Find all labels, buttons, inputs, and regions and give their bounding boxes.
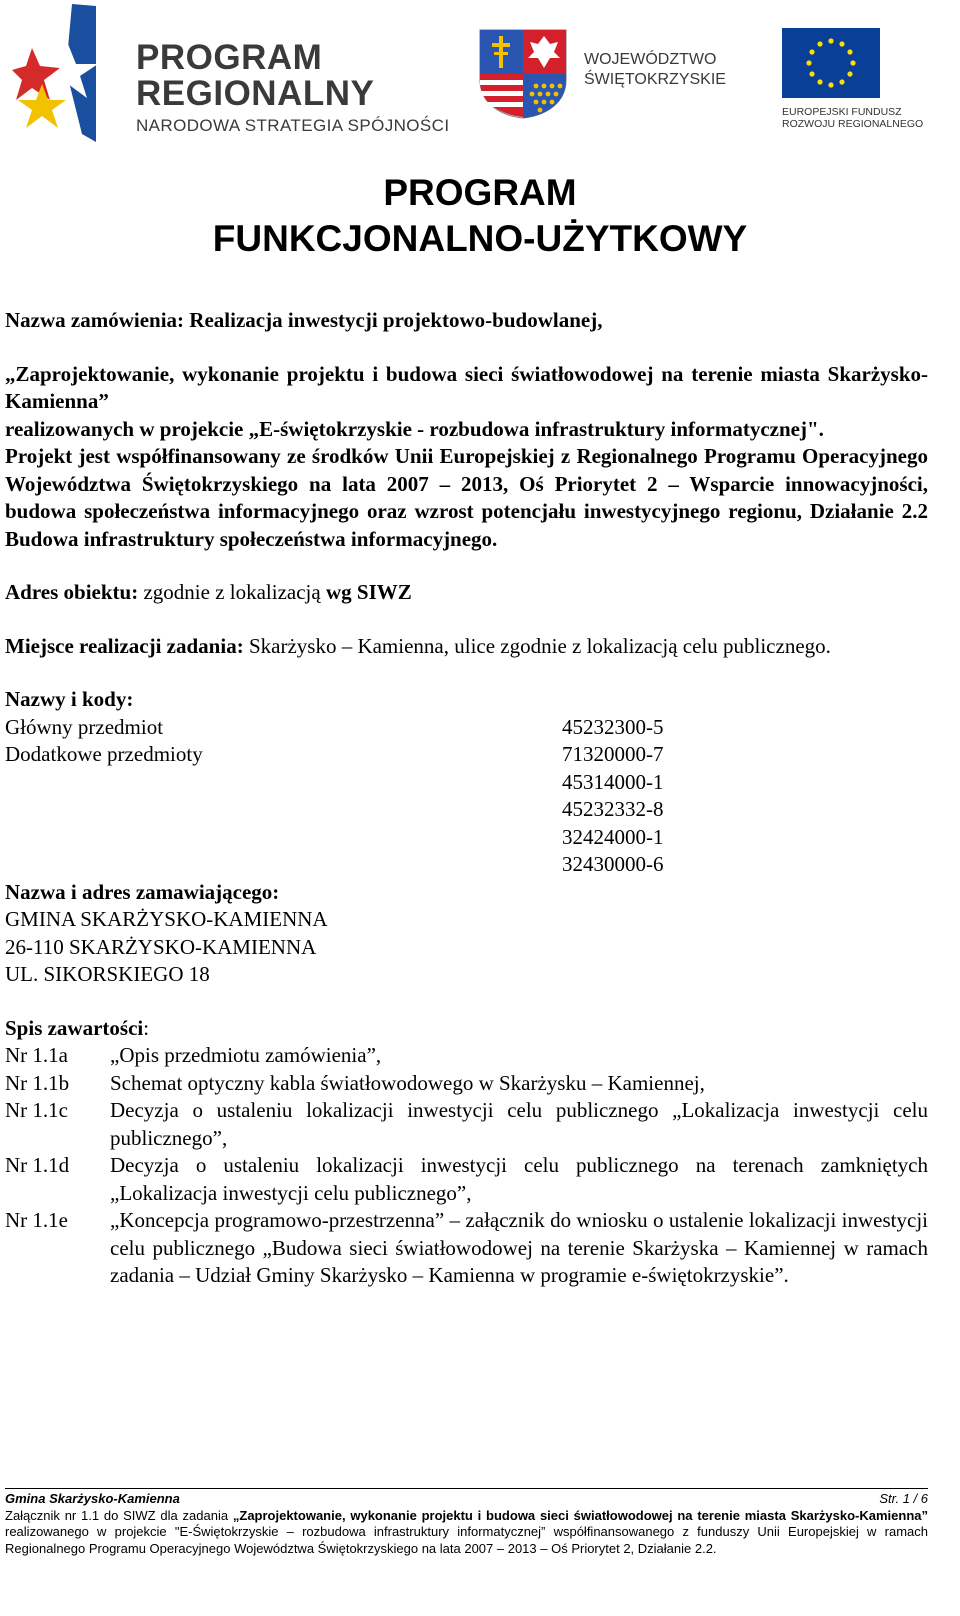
toc-item-nr: Nr 1.1c bbox=[5, 1098, 68, 1122]
toc-heading-colon: : bbox=[143, 1015, 150, 1040]
toc-item-nr: Nr 1.1e bbox=[5, 1208, 68, 1232]
program-regionalny-line2: REGIONALNY bbox=[136, 74, 375, 113]
toc-item-nr: Nr 1.1d bbox=[5, 1153, 70, 1177]
codes-main-label: Główny przedmiot bbox=[5, 714, 164, 739]
toc-item-text: „Opis przedmiotu zamówienia”, bbox=[110, 1043, 382, 1067]
toc-item-text: „Koncepcja programowo-przestrzenna” – załącznik do wniosku o ustalenie lokalizacji inwestycji celu publicznego „Budowa sieci światłowodowej na terenie Skarżyska – Kamiennej w ramach zadania – Udział Gminy Skarżysko – Kamienna w programie e-świętokrzyskie”. bbox=[110, 1208, 928, 1287]
eu-fund-line1: EUROPEJSKI FUNDUSZ bbox=[782, 106, 902, 118]
toc-item bbox=[5, 1152, 928, 1207]
object-address-suffix: wg SIWZ bbox=[325, 580, 412, 604]
codes-extra-row bbox=[5, 741, 928, 769]
codes-extra-code: 45232332-8 bbox=[562, 797, 664, 821]
page-number: Str. 1 / 6 bbox=[879, 1491, 928, 1506]
footer-top-row bbox=[5, 1491, 928, 1508]
footer-divider bbox=[5, 1488, 928, 1489]
object-address bbox=[5, 579, 928, 607]
codes-extra-code: 32424000-1 bbox=[562, 824, 664, 849]
document-body bbox=[5, 307, 928, 1290]
codes-heading: Nazwy i kody: bbox=[5, 687, 134, 711]
program-regionalny-line3: NARODOWA STRATEGIA SPÓJNOŚCI bbox=[136, 116, 450, 135]
toc-item-text: Decyzja o ustaleniu lokalizacji inwestycji celu publicznego „Lokalizacja inwestycji celu publicznego”, bbox=[110, 1098, 928, 1150]
toc-item-text: Decyzja o ustaleniu lokalizacji inwestycji celu publicznego na terenach zamkniętych „Lokalizacja inwestycji celu publicznego”, bbox=[110, 1153, 928, 1205]
footer-rest: realizowanego w projekcie "E-Świętokrzyskie – rozbudowa infrastruktury informatycznej” współfinansowanego z funduszy Unii Europejskiej w ramach Regionalnego Programu Operacyjnego Województwa Świętokrzyskiego na lata 2007 – 2013 – Oś Priorytet 2, Działanie 2.2. bbox=[5, 1524, 928, 1556]
codes-extra-list bbox=[562, 769, 928, 879]
toc-item bbox=[5, 1097, 928, 1152]
toc-item-nr: Nr 1.1a bbox=[5, 1043, 68, 1067]
document-title-line2: FUNKCJONALNO-UŻYTKOWY bbox=[212, 218, 748, 259]
client-line3: UL. SIKORSKIEGO 18 bbox=[5, 962, 210, 986]
client-line2: 26-110 SKARŻYSKO-KAMIENNA bbox=[5, 934, 317, 959]
toc-item-text: Schemat optyczny kabla światłowodowego w Skarżysku – Kamiennej, bbox=[110, 1070, 705, 1095]
wojewodztwo-line2: ŚWIĘTOKRZYSKIE bbox=[584, 71, 726, 88]
program-regionalny-logo bbox=[12, 4, 452, 144]
toc-item bbox=[5, 1207, 928, 1290]
program-regionalny-wordmark bbox=[136, 40, 449, 138]
header-logos bbox=[0, 0, 960, 150]
page-footer bbox=[5, 1488, 928, 1557]
codes-main-code: 45232300-5 bbox=[562, 714, 664, 739]
document-title bbox=[0, 170, 960, 262]
object-address-value: zgodnie z lokalizacją bbox=[143, 580, 321, 604]
order-funding: Projekt jest współfinansowany ze środków Unii Europejskiej z Regionalnego Programu Operacyjnego Województwa Świętokrzyskiego na lata 2007 – 2013, Oś Priorytet 2 – Wsparcie innowacyjności, budowa społeczeństwa informacyjnego oraz wzrost potencjału inwestycyjnego regionu, Działanie 2.2 Budowa infrastruktury społeczeństwa informacyjnego. bbox=[5, 444, 928, 551]
eu-fund-logo bbox=[782, 28, 942, 132]
codes-extra-label: Dodatkowe przedmioty bbox=[5, 742, 203, 766]
order-quote: „Zaprojektowanie, wykonanie projektu i budowa sieci światłowodowej na terenie miasta Skarżysko-Kamienna” bbox=[5, 361, 928, 413]
toc-item bbox=[5, 1070, 928, 1098]
codes-extra-code: 71320000-7 bbox=[562, 742, 664, 766]
footer-bold-title: „Zaprojektowanie, wykonanie projektu i budowa sieci światłowodowej na terenie miasta Skarżysko-Kamienna” bbox=[232, 1507, 928, 1523]
footer-prefix: Załącznik nr 1.1 do SIWZ dla zadania bbox=[5, 1507, 229, 1523]
task-place-value: Skarżysko – Kamienna, ulice zgodnie z lokalizacją celu publicznego. bbox=[248, 633, 831, 658]
wojewodztwo-wordmark bbox=[584, 50, 726, 90]
object-address-label: Adres obiektu: bbox=[5, 580, 139, 604]
toc-item-nr: Nr 1.1b bbox=[5, 1070, 70, 1095]
program-regionalny-line1: PROGRAM bbox=[136, 38, 323, 77]
codes-main-row bbox=[5, 714, 928, 742]
eu-fund-line2: ROZWOJU REGIONALNEGO bbox=[782, 118, 924, 130]
toc-heading-text: Spis zawartości bbox=[5, 1015, 144, 1040]
task-place-label: Miejsce realizacji zadania: bbox=[5, 633, 244, 658]
eu-flag-icon bbox=[782, 28, 880, 98]
codes-extra-code: 45314000-1 bbox=[562, 769, 664, 794]
footer-description bbox=[5, 1508, 928, 1558]
coat-of-arms-icon bbox=[478, 28, 568, 120]
toc-item bbox=[5, 1042, 928, 1070]
order-name: Nazwa zamówienia: Realizacja inwestycji projektowo-budowlanej, bbox=[5, 308, 603, 332]
wojewodztwo-line1: WOJEWÓDZTWO bbox=[584, 51, 717, 68]
task-place bbox=[5, 633, 928, 661]
wojewodztwo-logo bbox=[478, 28, 738, 120]
client-heading: Nazwa i adres zamawiającego: bbox=[5, 879, 280, 904]
order-project: realizowanych w projekcie „E-świętokrzyskie - rozbudowa infrastruktury informatycznej". bbox=[5, 416, 824, 441]
toc-heading bbox=[5, 1015, 928, 1043]
eu-fund-wordmark bbox=[782, 106, 942, 130]
program-regionalny-star-icon bbox=[12, 4, 122, 144]
client-line1: GMINA SKARŻYSKO-KAMIENNA bbox=[5, 907, 328, 931]
codes-extra-code: 32430000-6 bbox=[562, 852, 664, 876]
document-title-line1: PROGRAM bbox=[383, 172, 577, 213]
footer-municipality: Gmina Skarżysko-Kamienna bbox=[5, 1491, 180, 1506]
